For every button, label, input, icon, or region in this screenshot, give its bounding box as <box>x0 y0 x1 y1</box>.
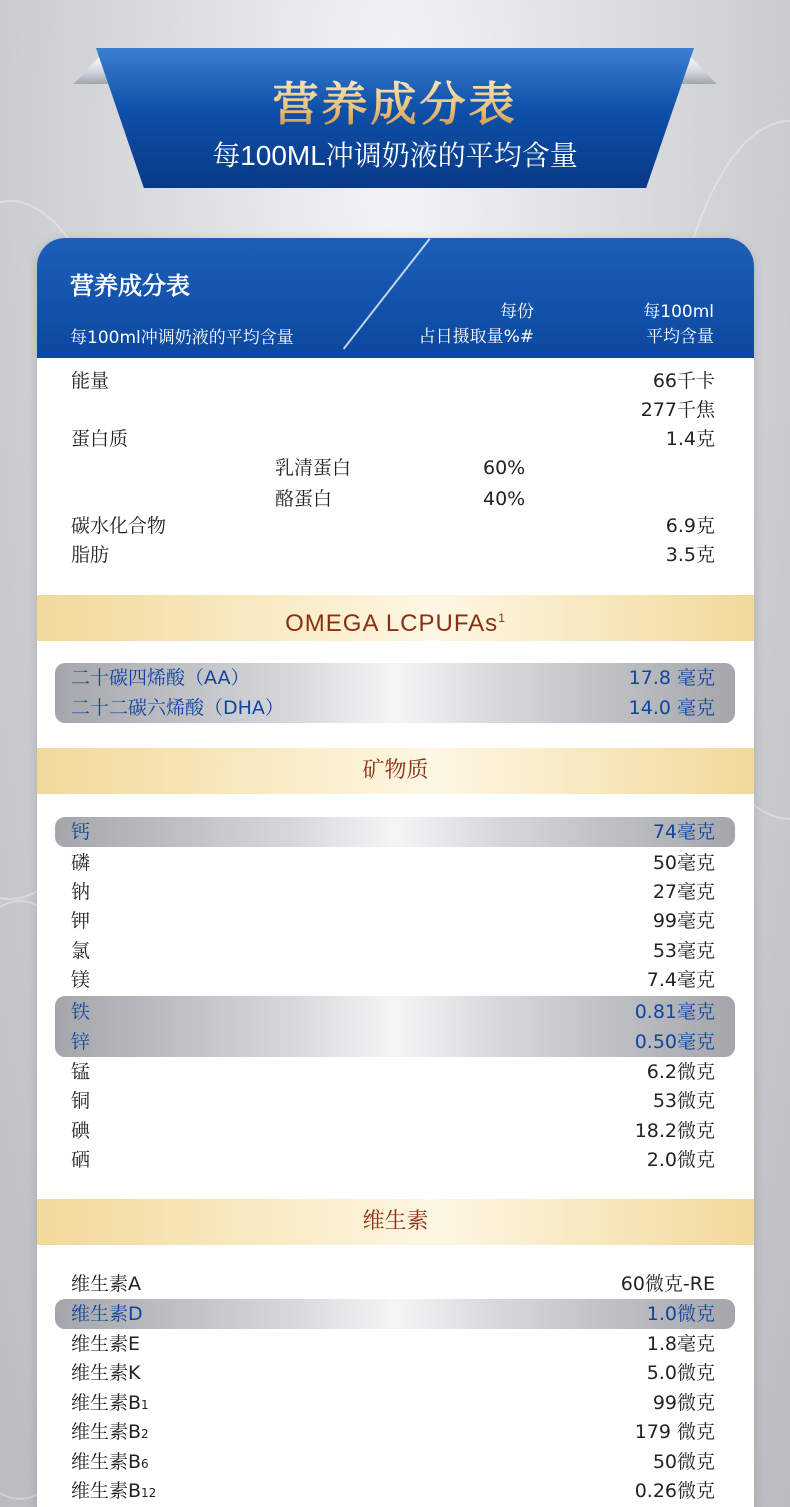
section-header-minerals <box>37 748 754 794</box>
nutrient-label: 镁 <box>71 969 91 991</box>
column-header-line: 每100ml <box>643 302 714 322</box>
nutrient-value: 2.0微克 <box>646 1149 715 1171</box>
table-subtitle: 每100ml冲调奶液的平均含量 <box>70 328 294 348</box>
nutrient-label: 二十二碳六烯酸（DHA） <box>71 697 284 719</box>
nutrient-label: 碘 <box>71 1120 91 1142</box>
section-header-omega <box>37 595 754 641</box>
nutrient-label: 氯 <box>71 940 91 962</box>
nutrient-percent: 40% <box>483 488 526 510</box>
nutrient-value: 0.81毫克 <box>634 1001 715 1023</box>
nutrient-value: 99毫克 <box>652 910 715 932</box>
highlight-group-omega <box>55 663 735 723</box>
nutrient-label: 钾 <box>71 910 91 932</box>
nutrient-label-subscript: 1 <box>141 1398 149 1412</box>
nutrient-label <box>71 1447 149 1479</box>
column-header-line: 每份 <box>500 302 534 322</box>
column-header-line: 平均含量 <box>646 327 714 347</box>
nutrient-label-subscript: 6 <box>141 1457 149 1471</box>
table-row <box>55 1329 735 1359</box>
nutrient-label: 蛋白质 <box>71 428 129 450</box>
nutrient-value: 50毫克 <box>652 852 715 874</box>
table-row <box>55 817 735 847</box>
nutrient-sublabel: 酪蛋白 <box>275 488 333 510</box>
nutrient-value: 66千卡 <box>652 370 715 392</box>
nutrient-value: 14.0 毫克 <box>628 697 715 719</box>
column-header-per-100ml <box>643 300 714 350</box>
table-row <box>55 1027 735 1057</box>
nutrition-card <box>37 238 754 1507</box>
column-header-line: 占日摄取量%# <box>418 327 534 347</box>
nutrient-label <box>71 1417 149 1449</box>
table-row <box>55 1086 735 1116</box>
table-row <box>55 965 735 995</box>
nutrient-value: 6.2微克 <box>646 1061 715 1083</box>
nutrient-label-subscript: 12 <box>141 1486 157 1500</box>
highlight-row-vitamin-d <box>55 1299 735 1329</box>
section-header-vitamins <box>37 1199 754 1245</box>
nutrient-label <box>71 1476 156 1507</box>
table-row <box>55 1145 735 1175</box>
table-row <box>55 1116 735 1146</box>
section-title: 维生素 <box>362 1209 429 1234</box>
table-row <box>55 511 735 541</box>
table-header <box>37 238 754 358</box>
nutrient-value: 53毫克 <box>652 940 715 962</box>
table-row <box>55 1447 735 1477</box>
table-row <box>55 1299 735 1329</box>
nutrient-label-text: 维生素B <box>71 1392 142 1414</box>
nutrient-label <box>71 1388 149 1420</box>
nutrient-value: 53微克 <box>652 1090 715 1112</box>
nutrient-label: 维生素E <box>71 1333 141 1355</box>
nutrient-label: 维生素A <box>71 1273 141 1295</box>
table-row <box>55 1057 735 1087</box>
nutrient-value: 60微克-RE <box>620 1273 715 1295</box>
nutrient-value: 3.5克 <box>665 544 715 566</box>
section-title: 矿物质 <box>362 758 429 783</box>
column-header-daily-percent <box>419 300 534 350</box>
nutrient-label: 铁 <box>71 1001 91 1023</box>
nutrient-label-text: 维生素B <box>71 1480 142 1502</box>
nutrient-value: 18.2微克 <box>634 1120 715 1142</box>
header-divider <box>343 238 431 350</box>
nutrient-label: 碳水化合物 <box>71 515 167 537</box>
nutrient-value: 74毫克 <box>652 821 715 843</box>
nutrient-value: 1.8毫克 <box>646 1333 715 1355</box>
top-banner <box>60 48 730 194</box>
table-row <box>55 1476 735 1506</box>
nutrient-label: 硒 <box>71 1149 91 1171</box>
table-row <box>55 366 735 396</box>
nutrient-sublabel: 乳清蛋白 <box>275 457 352 479</box>
nutrient-label: 磷 <box>71 852 91 874</box>
nutrient-value: 27毫克 <box>652 881 715 903</box>
nutrient-value: 0.50毫克 <box>634 1031 715 1053</box>
table-row <box>55 1358 735 1388</box>
table-row <box>55 453 735 483</box>
nutrient-value: 50微克 <box>652 1451 715 1473</box>
banner-title: 营养成分表 <box>60 68 730 134</box>
table-row <box>55 395 735 425</box>
table-row <box>55 484 735 514</box>
nutrient-label: 能量 <box>71 370 110 392</box>
table-row <box>55 663 735 693</box>
table-row <box>55 1388 735 1418</box>
nutrient-label: 二十碳四烯酸（AA） <box>71 667 250 689</box>
nutrient-label: 钙 <box>71 821 91 843</box>
table-row <box>55 424 735 454</box>
nutrient-label: 维生素K <box>71 1362 141 1384</box>
highlight-row-calcium <box>55 817 735 847</box>
nutrient-value: 1.0微克 <box>646 1303 715 1325</box>
table-title: 营养成分表 <box>70 272 190 300</box>
highlight-group-iron-zinc <box>55 996 735 1057</box>
banner-subtitle: 每100ML冲调奶液的平均含量 <box>212 140 578 171</box>
table-row <box>55 1269 735 1299</box>
nutrient-value: 277千焦 <box>640 399 715 421</box>
nutrient-label: 脂肪 <box>71 544 110 566</box>
footnote-marker: 1 <box>498 611 506 625</box>
nutrient-value: 99微克 <box>652 1392 715 1414</box>
nutrient-value: 1.4克 <box>665 428 715 450</box>
nutrient-label: 钠 <box>71 881 91 903</box>
nutrient-label: 锰 <box>71 1061 91 1083</box>
table-row <box>55 540 735 570</box>
table-row <box>55 848 735 878</box>
table-row <box>55 906 735 936</box>
nutrient-percent: 60% <box>483 457 526 479</box>
nutrient-value: 17.8 毫克 <box>628 667 715 689</box>
nutrient-label-text: 维生素B <box>71 1421 142 1443</box>
table-row <box>55 1417 735 1447</box>
nutrient-label-text: 维生素B <box>71 1451 142 1473</box>
nutrient-value: 6.9克 <box>665 515 715 537</box>
nutrient-value: 5.0微克 <box>646 1362 715 1384</box>
nutrient-label-subscript: 2 <box>141 1427 149 1441</box>
table-row <box>55 877 735 907</box>
nutrient-value: 179 微克 <box>634 1421 715 1443</box>
table-row <box>55 693 735 723</box>
section-title: OMEGA LCPUFAs <box>285 610 499 637</box>
nutrient-label: 维生素D <box>71 1303 143 1325</box>
nutrient-label: 锌 <box>71 1031 91 1053</box>
nutrient-value: 7.4毫克 <box>646 969 715 991</box>
table-row <box>55 936 735 966</box>
nutrient-label: 铜 <box>71 1090 91 1112</box>
nutrient-value: 0.26微克 <box>634 1480 715 1502</box>
table-row <box>55 997 735 1027</box>
